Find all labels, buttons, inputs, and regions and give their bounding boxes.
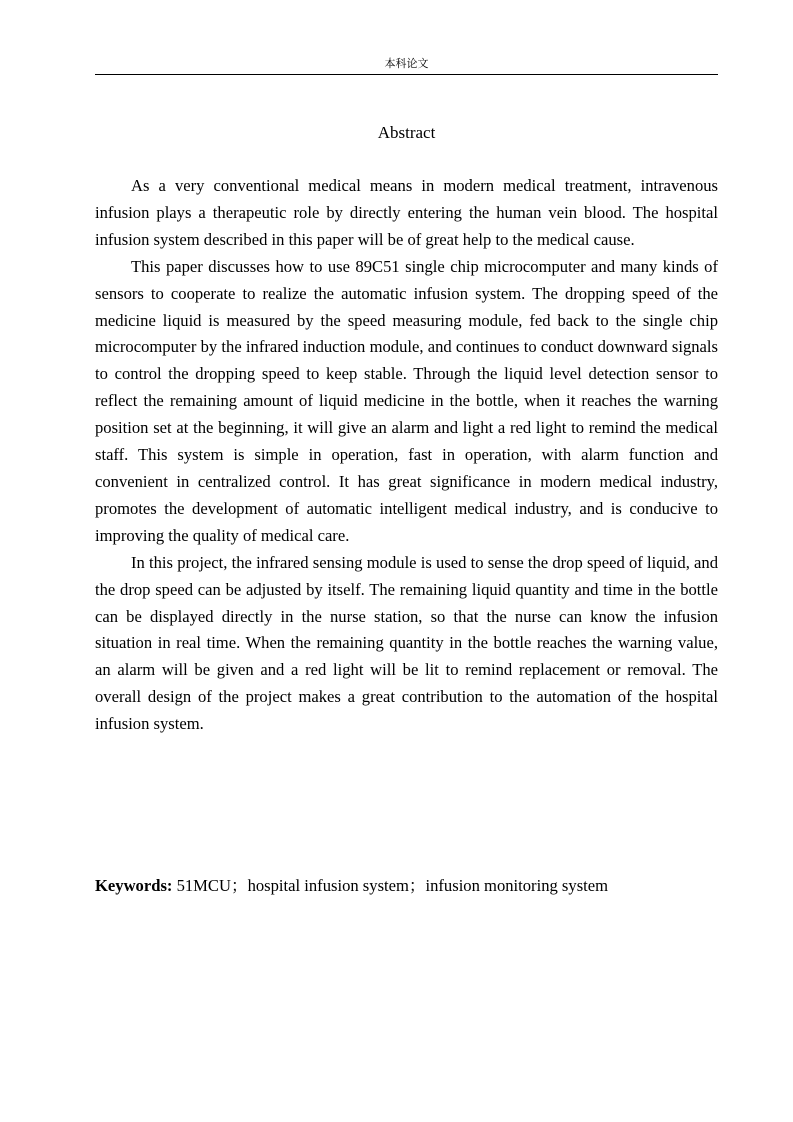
keywords-line: [95, 873, 718, 900]
abstract-paragraph-1: As a very conventional medical means in modern medical treatment, intravenous infusion plays a therapeutic role by directly entering the human vein blood. The hospital infusion system described in this paper will be of great help to the medical cause.: [95, 176, 718, 249]
page-header: [95, 56, 718, 75]
keywords-text: 51MCU；hospital infusion system；infusion monitoring system: [172, 876, 609, 895]
abstract-title: Abstract: [377, 123, 436, 142]
page-header-text: 本科论文: [384, 57, 429, 70]
abstract-paragraph-2: This paper discusses how to use 89C51 single chip microcomputer and many kinds of sensors to cooperate to realize the automatic infusion system. The dropping speed of the medicine liquid is measured by the speed measuring module, fed back to the single chip microcomputer by the infrared induction module, and continues to conduct downward signals to control the dropping speed to keep stable. Through the liquid level detection sensor to reflect the remaining amount of liquid medicine in the bottle, when it reaches the warning position set at the beginning, it will give an alarm and light a red light to remind the medical staff. This system is simple in operation, fast in operation, with alarm function and convenient in centralized control. It has great significance in modern medical industry, promotes the development of automatic intelligent medical industry, and is conducive to improving the quality of medical care.: [95, 256, 718, 545]
abstract-paragraph-3: In this project, the infrared sensing module is used to sense the drop speed of liquid, and the drop speed can be adjusted by itself. The remaining liquid quantity and time in the bottle can be displayed directly in the nurse station, so that the nurse can know the infusion situation in real time. When the remaining quantity in the bottle reaches the warning value, an alarm will be given and a red light will be lit to remind replacement or removal. The overall design of the project makes a great contribution to the automation of the hospital infusion system.: [95, 552, 718, 734]
keywords-label: Keywords:: [95, 876, 173, 895]
abstract-body: [95, 173, 718, 738]
